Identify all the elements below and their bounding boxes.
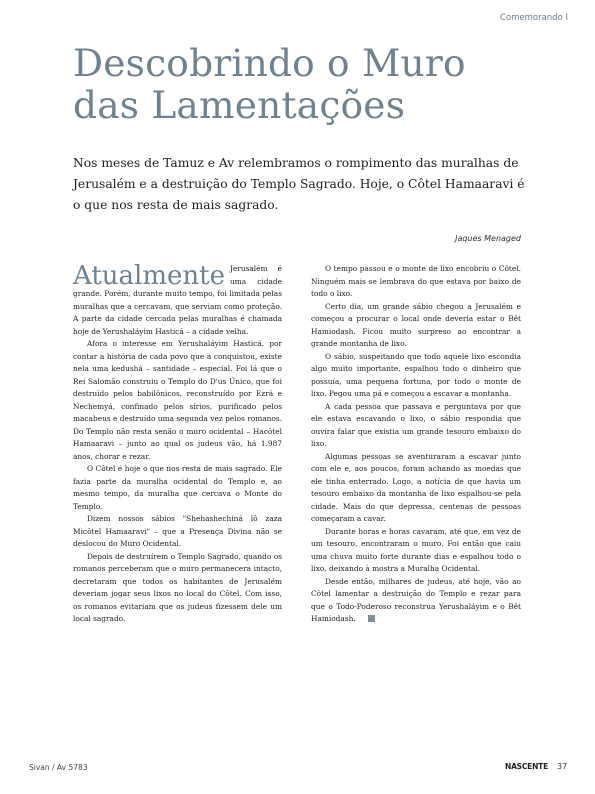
article-lead: Nos meses de Tamuz e Av relembramos o rompimento das muralhas de Jerusalém e a destruição do Templo Sagrado. Hoje, o Côtel Hamaaravi é o que nos resta de mais sagrado. xyxy=(73,156,525,212)
paragraph: Certo dia, um grande sábio chegou a Jerusalém e começou a procurar o local onde deveria estar o Bêt Hamiodash. Ficou muito surpreso ao encontrar a grande montanha de lixo. xyxy=(311,301,521,348)
end-of-article-mark xyxy=(368,615,375,622)
paragraph: Depois de destruírem o Templo Sagrado, quando os romanos perceberam que o muro permanecera intacto, decretaram que todos os habitantes de Jerusalém deveriam jogar seus lixos no local do Côtel. Com isso, os romanos evitariam que os judeus fizessem dele um local sagrado. xyxy=(73,551,282,623)
page-number: 37 xyxy=(557,762,568,771)
paragraph-text: Desde então, milhares de judeus, até hoje, vão ao Côtel lamentar a destruição do Templo e rezar para que o Todo-Poderoso reconstrua Yerushaláyim e o Bêt Hamiodash. xyxy=(311,576,521,623)
paragraph: O Côtel é hoje o que nos resta de mais sagrado. Ele fazia parte da muralha ocidental do Templo e, ao mesmo tempo, da muralha que cercava o Monte do Templo. xyxy=(73,464,282,511)
paragraph: Afora o interesse em Yerushaláyim Hasticá, por contar a história de cada povo que a conquistou, existe nela uma kedushá – santidade – especial. Foi lá que o Rei Salomão construiu o Templo do D'us Único, que foi destruído pelos babilônicos, reconstruído por Ezrá e Nechemyá, confinado pelos sírios, purificado pelos macabeus e destruído uma segunda vez pelos romanos. Do Templo não resta senão o muro ocidental – Hacôtel Hamaaravi – junto ao qual os judeus vão, há 1.987 anos, chorar e rezar. xyxy=(73,339,282,461)
title-line-2: das Lamentações xyxy=(73,83,406,127)
magazine-logo: NASCENTE xyxy=(505,762,549,771)
paragraph xyxy=(311,576,521,626)
section-tag: Comemorando I xyxy=(499,13,568,23)
paragraph: Dizem nossos sábios "Shehashechiná lô zaza Micôtel Hamaaravi" – que a Presença Divina não se deslocou do Muro Ocidental. xyxy=(73,514,282,548)
article-title xyxy=(73,42,573,126)
paragraph: O sábio, suspeitando que todo aquele lixo escondia algo muito importante, espalhou todo o dinheiro que possuía, uma pequena fortuna, por todo o monte de lixo. Pegou uma pá e começou a escavar a montanha. xyxy=(311,351,521,398)
title-line-1: Descobrindo o Muro xyxy=(73,41,466,85)
article-column-left xyxy=(73,263,282,626)
article-author: Jaques Menaged xyxy=(455,234,521,243)
paragraph: A cada pessoa que passava e perguntava por que ele estava escavando o lixo, o sábio respondia que ouvira falar que existia um grande tesouro embaixo do lixo. xyxy=(311,401,521,448)
paragraph: Jerusalém é uma cidade grande. Porém, durante muito tempo, foi limitada pelas muralhas que a cercavam, que serviam como proteção. A parte da cidade cercada pelas muralhas é chamada hoje de Yerushaláyim Hasticá – a cidade velha. xyxy=(73,264,282,336)
paragraph: Durante horas e horas cavaram, até que, em vez de um tesouro, encontraram o muro. Foi então que caiu uma chuva muito forte durante dias e espalhou todo o lixo, deixando à mostra a Muralha Ocidental. xyxy=(311,526,521,573)
paragraph: O tempo passou e o monte de lixo encobriu o Côtel. Ninguém mais se lembrava do que estava por baixo de todo o lixo. xyxy=(311,264,521,298)
article-column-right xyxy=(311,263,521,626)
footer-issue: Sivan / Av 5783 xyxy=(29,763,88,772)
drop-word: Atualmente xyxy=(73,261,225,291)
paragraph: Algumas pessoas se aventuraram a escavar junto com ele e, aos poucos, foram achando as moedas que ele tinha enterrado. Logo, a notícia de que havia um tesouro embaixo da montanha de lixo espalhou-se pela cidade. Mais do que depressa, centenas de pessoas começaram a cavar. xyxy=(311,451,521,523)
